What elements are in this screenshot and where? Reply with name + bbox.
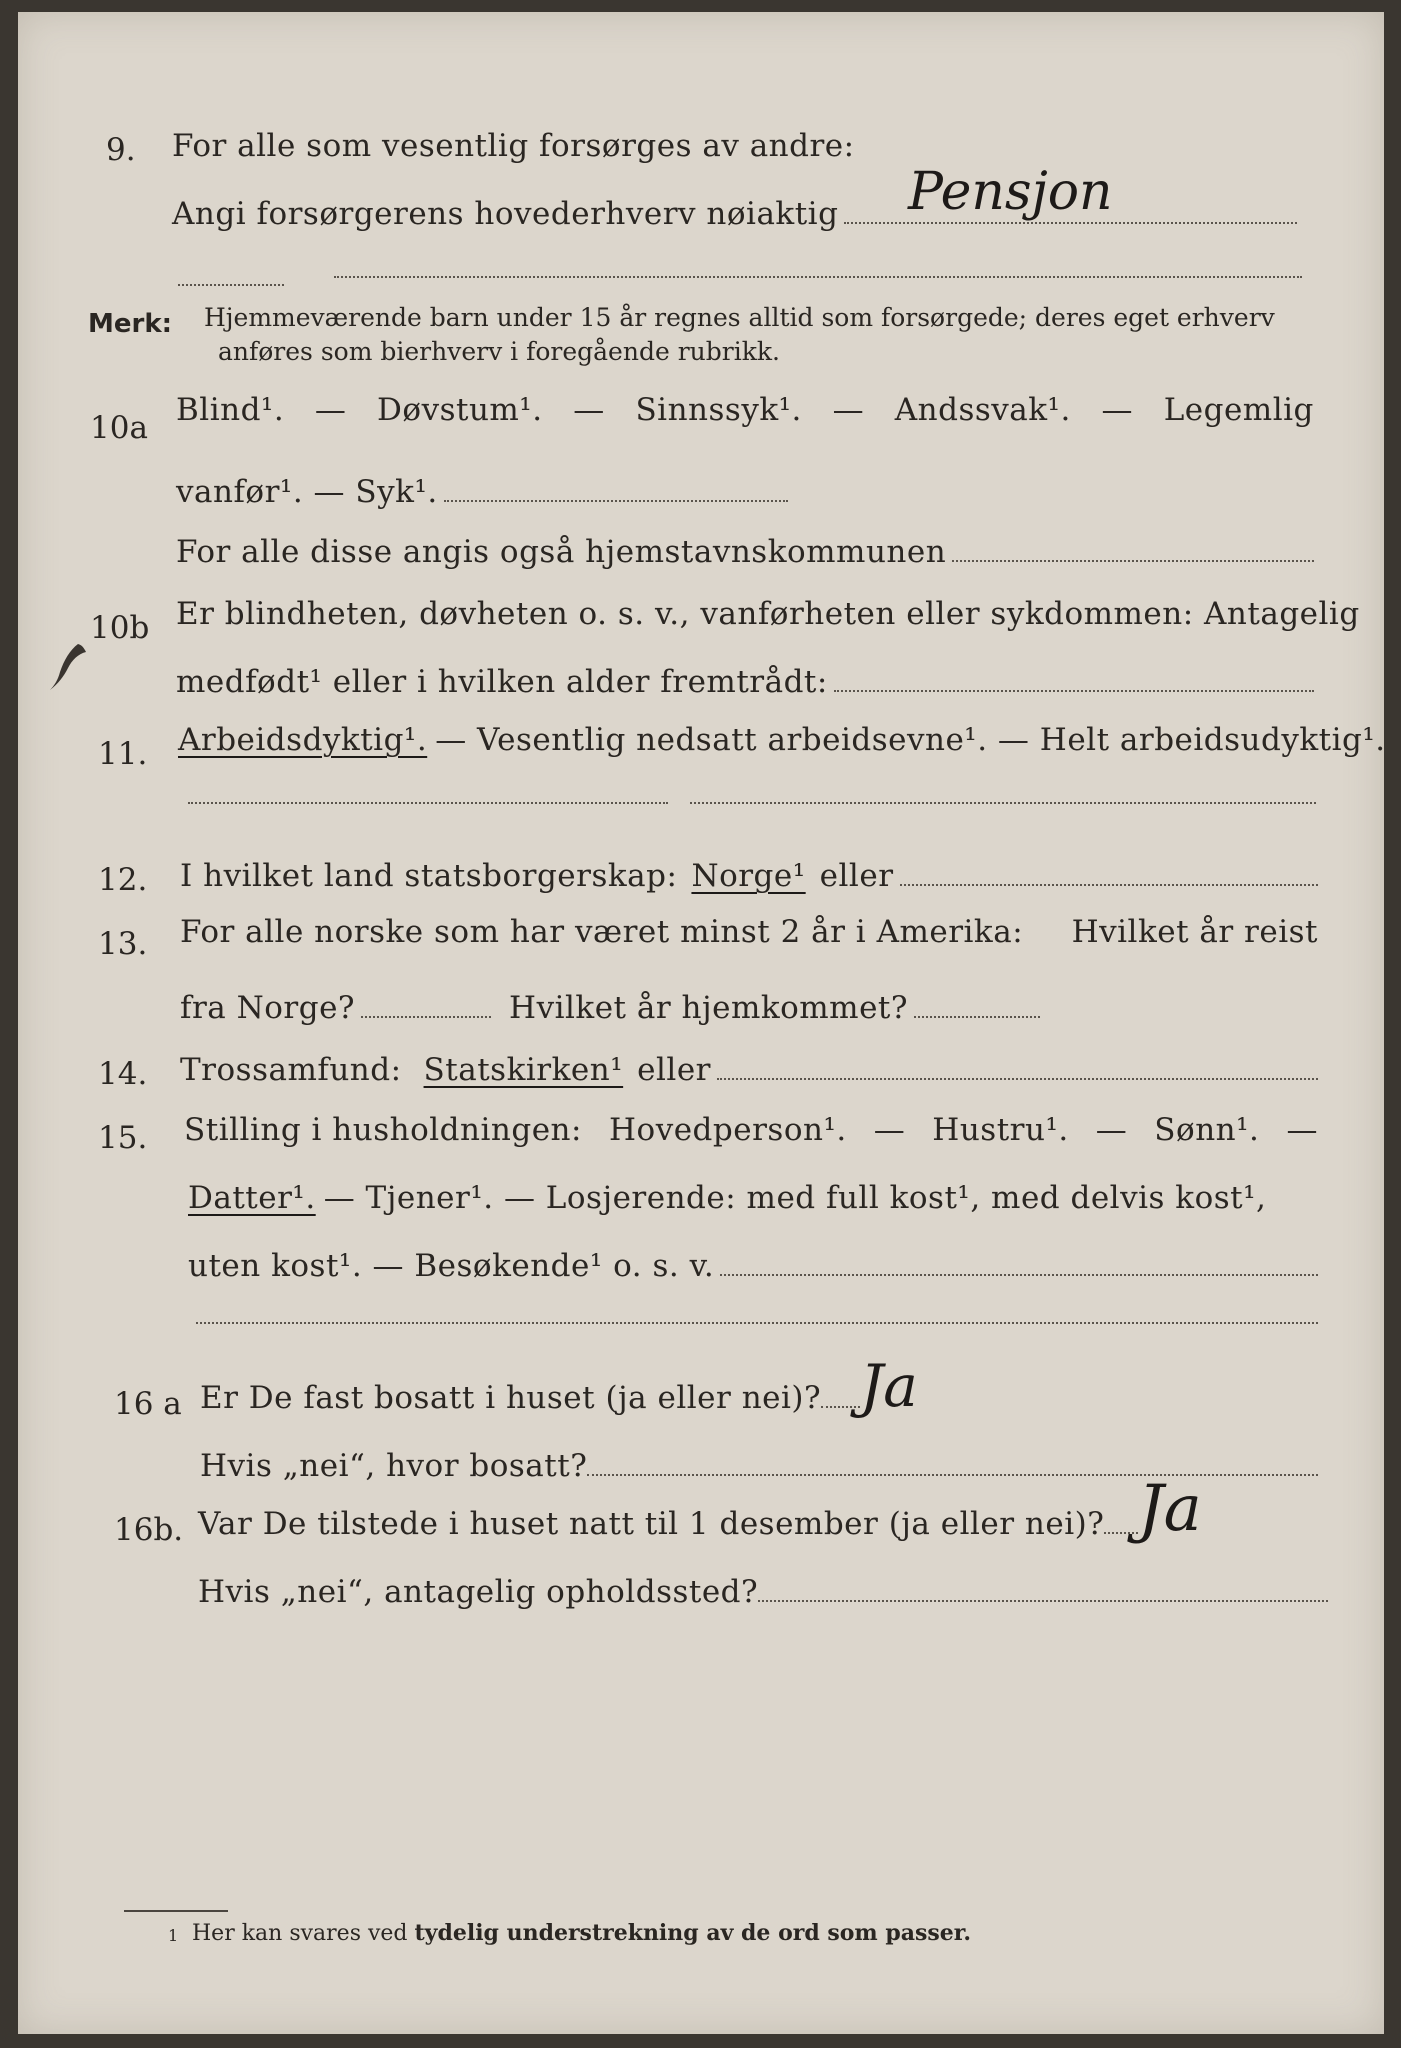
q14-line [180,1052,1318,1088]
q9-handwritten-answer: Pensjon [908,162,1113,222]
q14-number: 14. [98,1056,148,1092]
footnote-mark: 1 [168,1926,179,1945]
q14-tail: eller [637,1052,711,1088]
q13-line1-a: For alle norske som har været minst 2 år i Amerika: [180,914,1024,950]
q9-line1 [172,128,872,164]
q9-answer-line[interactable] [844,222,1297,224]
merk-note-line1: Hjemmeværende barn under 15 år regnes alltid som forsørgede; deres eget erhverv [204,303,1275,332]
q11-extra-line-a [188,802,668,804]
q15-opt-hustru: Hustru¹. [932,1112,1069,1148]
q10b-number: 10b [90,610,150,646]
q13-line2-a: fra Norge? [180,990,356,1026]
q10a-opt-dovstum: Døvstum¹. [377,392,543,428]
q15-answer-line[interactable] [720,1274,1318,1276]
q13-reist-answer-line[interactable] [361,1016,491,1018]
q10b-line2 [176,664,1314,700]
q12-answer-line[interactable] [900,884,1318,886]
footnote-text-b: tydelig understrekning av de ord som passer. [414,1920,972,1946]
q13-line1-b: Hvilket år reist [1071,914,1318,950]
census-form-page [18,12,1384,2034]
q15-dash-2: — [1095,1112,1128,1148]
q15-extra-line [196,1322,1318,1324]
q9-extra-line-a [178,284,284,286]
q16a-handwritten-answer: Ja [860,1352,918,1420]
q10a-line3-text: For alle disse angis også hjemstavnskommunen [176,534,947,570]
merk-note-line2: anføres som bierhverv i foregående rubrikk. [218,337,780,366]
footnote-rule [124,1910,228,1912]
q15-opt-hovedperson: Hovedperson¹. [609,1112,847,1148]
q15-line1 [184,1112,1318,1148]
q10a-dash-2: — [573,392,605,428]
q16a-line2-text: Hvis „nei“, hvor bosatt? [200,1448,588,1484]
q16a-line1-text: Er De fast bosatt i huset (ja eller nei)? [200,1380,822,1416]
q9-number: 9. [106,132,136,168]
q16b-answer-line[interactable] [1104,1532,1138,1534]
q10a-line2-text: vanfør¹. — Syk¹. [176,474,438,510]
merk-label: Merk: [88,309,173,339]
q12-tail: eller [819,858,894,894]
q16b-line1 [198,1506,1138,1542]
q16b-line2-text: Hvis „nei“, antagelig opholdssted? [198,1574,759,1610]
ink-smudge-mark [48,640,88,692]
q10a-syk-answer-line[interactable] [444,500,788,502]
q10a-hjemstavn-answer-line[interactable] [952,560,1314,562]
q15-dash-3: — [1286,1112,1318,1148]
q10a-line1 [176,392,1314,428]
footnote-text [192,1920,971,1946]
q11-extra-line-b [690,802,1316,804]
q15-number: 15. [98,1120,148,1156]
q9-line2-text: Angi forsørgerens hovederhverv nøiaktig [172,196,839,232]
q9-line2 [172,196,1297,232]
q10a-dash-3: — [832,392,865,428]
q16b-line2 [198,1574,1328,1610]
q16b-opholdssted-answer-line[interactable] [758,1600,1328,1602]
q10b-line1-text: Er blindheten, døvheten o. s. v., vanførheten eller sykdommen: Antagelig [176,596,1360,632]
q14-answer-line[interactable] [717,1078,1318,1080]
q10a-line2 [176,474,788,510]
q13-line2 [180,990,1040,1026]
q10a-line3 [176,534,1314,570]
q10a-opt-legemlig: Legemlig [1163,392,1314,428]
q10a-dash-4: — [1101,392,1134,428]
q10a-dash-1: — [314,392,347,428]
q16a-line1 [200,1380,860,1416]
q15-dash-1: — [873,1112,906,1148]
q10b-line1 [176,596,1360,632]
q10a-opt-andssvak: Andssvak¹. [894,392,1071,428]
q11-rest: — Vesentlig nedsatt arbeidsevne¹. — Helt arbeidsudyktig¹. [435,722,1386,758]
q11-opt-arbeidsdyktig[interactable]: Arbeidsdyktig¹. [178,722,428,758]
q13-number: 13. [98,926,148,962]
q16a-number: 16 a [114,1386,182,1422]
q14-text: Trossamfund: [180,1052,402,1088]
q10a-number: 10a [90,410,148,446]
q15-line3-text: uten kost¹. — Besøkende¹ o. s. v. [188,1248,715,1284]
q12-line [180,858,1318,894]
q13-hjemkommet-answer-line[interactable] [914,1016,1040,1018]
q16a-answer-line[interactable] [821,1406,860,1408]
q16b-line1-text: Var De tilstede i huset natt til 1 desember (ja eller nei)? [198,1506,1105,1542]
q10b-line2-text: medfødt¹ eller i hvilken alder fremtrådt: [176,664,828,700]
q15-label: Stilling i husholdningen: [184,1112,582,1148]
q13-line2-b: Hvilket år hjemkommet? [509,990,909,1026]
q10b-answer-line[interactable] [834,690,1314,692]
q11-line [178,722,1386,758]
q15-opt-sonn: Sønn¹. [1154,1112,1260,1148]
q12-number: 12. [98,862,148,898]
q14-opt-statskirken[interactable]: Statskirken¹ [423,1052,624,1088]
q16b-number: 16b. [114,1512,184,1548]
q15-opt-datter[interactable]: Datter¹. [188,1180,316,1216]
q10a-opt-blind: Blind¹. [176,392,285,428]
q11-number: 11. [98,736,148,772]
footnote-text-a: Her kan svares ved [192,1921,408,1946]
q10a-opt-sinnssyk: Sinnssyk¹. [635,392,802,428]
q13-line1 [180,914,1318,950]
q15-line2 [188,1180,1318,1216]
q15-line3 [188,1248,1318,1284]
q12-opt-norge[interactable]: Norge¹ [691,858,806,894]
q16a-bosatt-answer-line[interactable] [587,1474,1318,1476]
q16b-handwritten-answer: Ja [1138,1472,1202,1546]
q12-text: I hvilket land statsborgerskap: [180,858,678,894]
q9-line1-text: For alle som vesentlig forsørges av andre: [172,128,855,164]
q9-extra-line-b [334,276,1302,278]
q15-line2-rest: — Tjener¹. — Losjerende: med full kost¹, med delvis kost¹, [323,1180,1267,1216]
